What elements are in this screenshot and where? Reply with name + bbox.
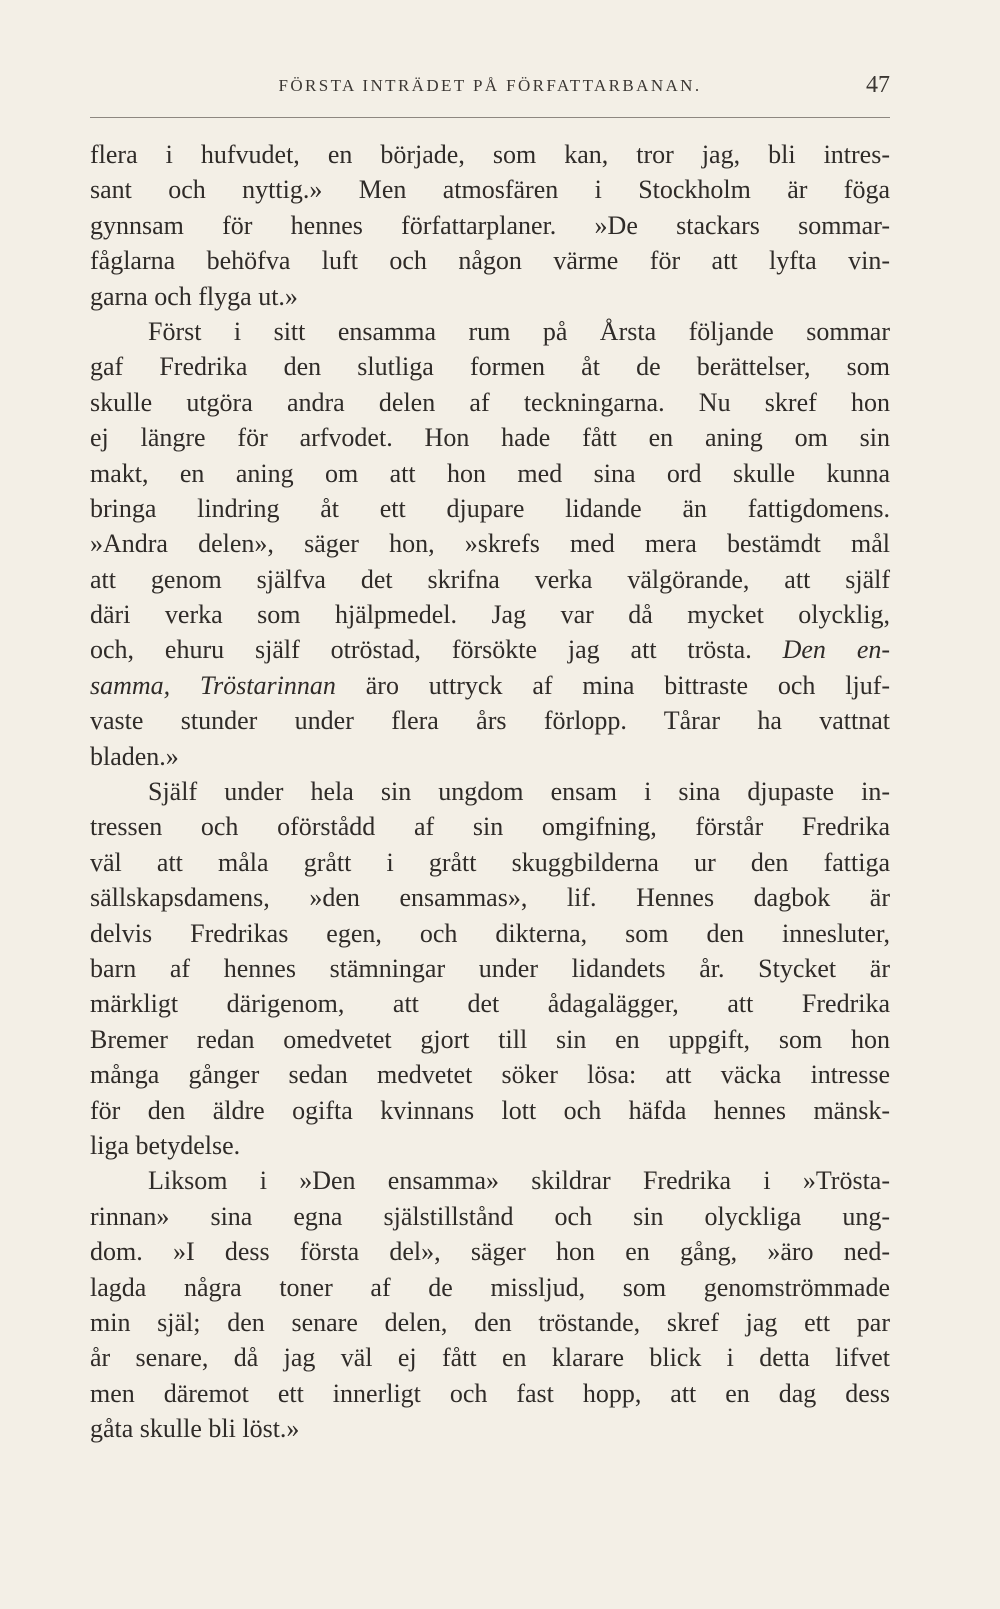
running-head (90, 72, 890, 112)
body-text (90, 137, 890, 1446)
text-line: år senare, då jag väl ej fått en klarare blick i detta lifvet (90, 1343, 890, 1373)
italic-title: samma, (90, 670, 171, 700)
text-line: sant och nyttig.» Men atmosfären i Stockholm är föga (90, 175, 890, 205)
text-line (90, 668, 890, 703)
text-line: bringa lindring åt ett djupare lidande än fattigdomens. (90, 493, 890, 523)
text-line: min själ; den senare delen, den tröstande, skref jag ett par (90, 1307, 890, 1337)
text-line: Liksom i »Den ensamma» skildrar Fredrika i »Trösta- (148, 1166, 890, 1196)
text-line: väl att måla grått i grått skuggbilderna ur den fattiga (90, 847, 890, 877)
italic-title: Den (782, 635, 826, 665)
text-line: många gånger sedan medvetet söker lösa: att väcka intresse (90, 1060, 890, 1090)
text-line (90, 632, 890, 667)
header-rule (90, 117, 890, 118)
page-number: 47 (866, 72, 890, 98)
text-line: för den äldre ogifta kvinnans lott och häfda hennes mänsk- (90, 1095, 890, 1125)
text-line: däri verka som hjälpmedel. Jag var då mycket olycklig, (90, 600, 890, 630)
text-line: dom. »I dess första del», säger hon en gång, »äro ned- (90, 1237, 890, 1267)
text-line: men däremot ett innerligt och fast hopp, att en dag dess (90, 1378, 890, 1408)
text-line: rinnan» sina egna själstillstånd och sin olyckliga ung- (90, 1201, 890, 1231)
text-line: tressen och oförstådd af sin omgifning, förstår Fredrika (90, 812, 890, 842)
text-line: vaste stunder under flera års förlopp. Tårar ha vattnat (90, 706, 890, 736)
text-line: Bremer redan omedvetet gjort till sin en uppgift, som hon (90, 1024, 890, 1054)
text-line: fåglarna behöfva luft och någon värme för att lyfta vin- (90, 246, 890, 276)
text-line: gaf Fredrika den slutliga formen åt de berättelser, som (90, 352, 890, 382)
text-line: sällskapsdamens, »den ensammas», lif. Hennes dagbok är (90, 883, 890, 913)
text-line: barn af hennes stämningar under lidandets år. Stycket är (90, 953, 890, 983)
text-line: flera i hufvudet, en började, som kan, tror jag, bli intres- (90, 140, 890, 169)
text-line: »Andra delen», säger hon, »skrefs med mera bestämdt mål (90, 529, 890, 559)
text-line: skulle utgöra andra delen af teckningarna. Nu skref hon (90, 387, 890, 417)
line-segment: och, ehuru själf otröstad, försökte jag att trösta. (90, 635, 752, 665)
running-title: FÖRSTA INTRÄDET PÅ FÖRFATTARBANAN. (278, 76, 702, 95)
text-line: delvis Fredrikas egen, och dikterna, som den innesluter, (90, 918, 890, 948)
text-line: Själf under hela sin ungdom ensam i sina djupaste in- (148, 777, 890, 807)
text-line: garna och flyga ut.» (90, 281, 298, 311)
text-line: att genom själfva det skrifna verka välgörande, att själf (90, 564, 890, 594)
text-line: bladen.» (90, 741, 179, 771)
text-line: lagda några toner af de missljud, som genomströmmade (90, 1272, 890, 1302)
text-line: märkligt därigenom, att det ådagalägger, att Fredrika (90, 989, 890, 1019)
text-line: makt, en aning om att hon med sina ord skulle kunna (90, 458, 890, 488)
text-line: Först i sitt ensamma rum på Årsta följande sommar (148, 316, 890, 346)
text-line: gåta skulle bli löst.» (90, 1414, 300, 1444)
text-line: liga betydelse. (90, 1130, 241, 1160)
line-segment: äro uttryck af mina bittraste och ljuf- (365, 670, 891, 700)
italic-title: Tröstarinnan (200, 670, 336, 700)
italic-title: en- (856, 635, 891, 665)
text-line: gynnsam för hennes författarplaner. »De stackars sommar- (90, 210, 890, 240)
text-line: ej längre för arfvodet. Hon hade fått en aning om sin (90, 423, 890, 453)
